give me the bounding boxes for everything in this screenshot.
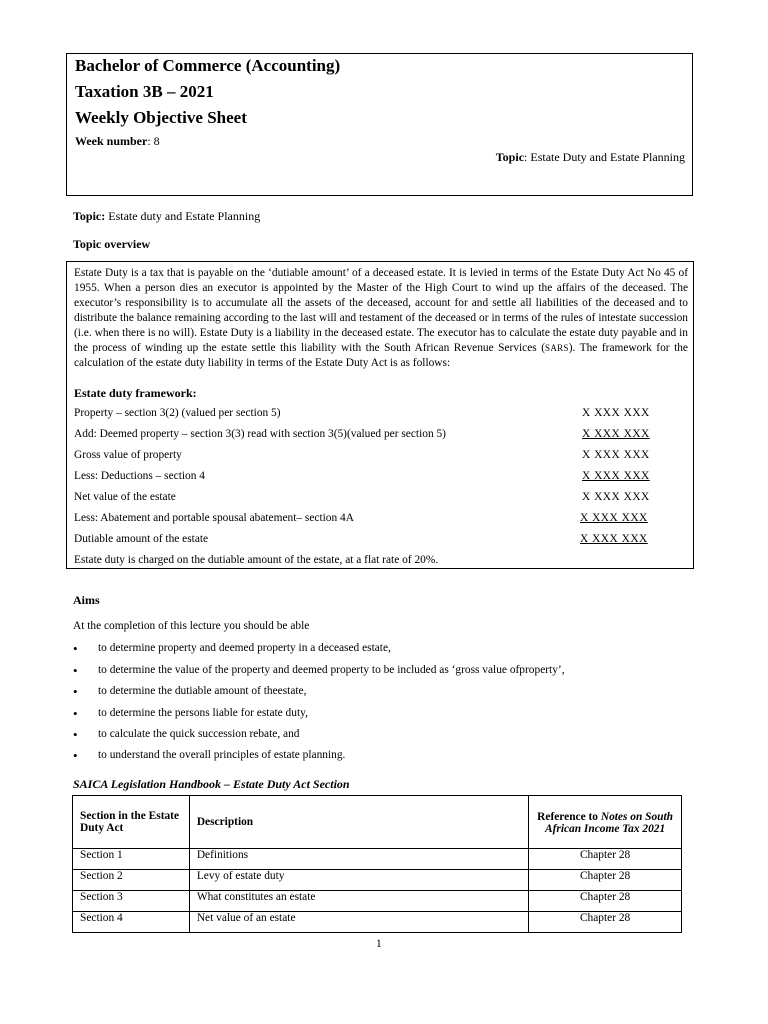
course-title: Taxation 3B – 2021: [75, 82, 214, 101]
aim-text: to determine the persons liable for estate duty,: [98, 707, 308, 719]
week-number: [75, 134, 160, 149]
sars-acronym: SARS: [545, 343, 569, 353]
cell-section: Section 3: [73, 891, 190, 912]
aim-text: to calculate the quick succession rebate, and: [98, 728, 300, 740]
framework-row-amount: X XXX XXX: [580, 512, 648, 524]
topic-label: Topic:: [73, 209, 106, 223]
overview-paragraph: [74, 266, 688, 371]
framework-row-label: Dutiable amount of the estate: [74, 533, 209, 545]
aims-title: Aims: [73, 593, 100, 607]
overview-text-part2: ). The framework for the calculation of the estate duty liability in terms of the Estate Duty Act is as follows:: [74, 342, 688, 369]
aims-intro: At the completion of this lecture you should be able: [73, 620, 310, 632]
framework-row-amount: X XXX XXX: [580, 533, 648, 545]
framework-title: Estate duty framework:: [74, 386, 197, 400]
framework-row-label: Less: Abatement and portable spousal abatement– section 4A: [74, 512, 354, 524]
cell-description: Net value of an estate: [189, 912, 528, 933]
header-description: Description: [189, 796, 528, 849]
table-row: [73, 870, 682, 891]
header-reference-book: Notes on South African Income Tax 2021: [545, 811, 674, 835]
table-row: [73, 912, 682, 933]
week-label: Week number: [75, 134, 148, 148]
cell-reference: Chapter 28: [529, 849, 682, 870]
framework-row-label: Less: Deductions – section 4: [74, 470, 205, 482]
aim-text: to determine the value of the property and deemed property to be included as ‘gross value ofproperty’,: [98, 664, 565, 676]
header-section: Section in the Estate Duty Act: [73, 796, 190, 849]
cell-description: Levy of estate duty: [189, 870, 528, 891]
aim-text: to determine property and deemed property in a deceased estate,: [98, 642, 391, 654]
cell-reference: Chapter 28: [529, 912, 682, 933]
bullet-icon: •: [73, 706, 78, 721]
framework-row-amount: X XXX XXX: [582, 407, 650, 419]
framework-row-label: Net value of the estate: [74, 491, 176, 503]
framework-row-amount: X XXX XXX: [582, 428, 650, 440]
program-title: Bachelor of Commerce (Accounting): [75, 56, 341, 75]
header-box: [66, 53, 693, 196]
table-row: [73, 849, 682, 870]
cell-section: Section 1: [73, 849, 190, 870]
cell-reference: Chapter 28: [529, 870, 682, 891]
week-value: : 8: [147, 134, 160, 148]
cell-section: Section 2: [73, 870, 190, 891]
bullet-icon: •: [73, 641, 78, 656]
header-topic: [496, 150, 685, 165]
bullet-icon: •: [73, 684, 78, 699]
aim-text: to determine the dutiable amount of theestate,: [98, 685, 307, 697]
cell-description: What constitutes an estate: [189, 891, 528, 912]
topic-value: Estate duty and Estate Planning: [105, 209, 261, 223]
saica-title: SAICA Legislation Handbook – Estate Duty Act Section: [73, 777, 350, 791]
cell-description: Definitions: [189, 849, 528, 870]
header-reference: [529, 796, 682, 849]
bullet-icon: •: [73, 748, 78, 763]
page-number: 1: [376, 938, 382, 950]
header-reference-prefix: Reference to: [537, 811, 601, 823]
bullet-icon: •: [73, 727, 78, 742]
framework-row-amount: X XXX XXX: [582, 491, 650, 503]
header-topic-label: Topic: [495, 150, 525, 164]
overview-box: [66, 261, 694, 569]
legislation-table: [72, 795, 682, 933]
cell-reference: Chapter 28: [529, 891, 682, 912]
cell-section: Section 4: [73, 912, 190, 933]
topic-overview-heading: Topic overview: [73, 237, 151, 251]
framework-row-label: Gross value of property: [74, 449, 182, 461]
framework-row-amount: X XXX XXX: [582, 449, 650, 461]
framework-note: Estate duty is charged on the dutiable amount of the estate, at a flat rate of 20%.: [74, 554, 439, 566]
overview-text-part1: Estate Duty is a tax that is payable on the ‘dutiable amount’ of a deceased estate. It is levied in terms of the Estate Duty Act No 45 of 1955. When a person dies an executor is appointed by the Master of the High Court to wind up the affairs of the deceased. The executor’s responsibility is to accumulate all the assets of the deceased, account for and settle all liabilities of the deceased and to distribute the balance remaining according to the last will and testament of the deceased or in terms of the rules of intestate succession (i.e. when there is no will). Estate Duty is a liability in the deceased estate. The executor has to calculate the estate duty payable and in the process of winding up the estate settle this liability with the South African Revenue Services (: [74, 267, 688, 354]
header-topic-value: : Estate Duty and Estate Planning: [524, 150, 685, 164]
framework-row-label: Add: Deemed property – section 3(3) read with section 3(5)(valued per section 5): [74, 428, 446, 440]
framework-row-amount: X XXX XXX: [582, 470, 650, 482]
table-header-row: [73, 796, 682, 849]
bullet-icon: •: [73, 663, 78, 678]
topic-line: [73, 209, 260, 224]
sheet-title: Weekly Objective Sheet: [75, 108, 247, 127]
aim-text: to understand the overall principles of estate planning.: [98, 749, 346, 761]
table-row: [73, 891, 682, 912]
framework-row-label: Property – section 3(2) (valued per section 5): [74, 407, 281, 419]
